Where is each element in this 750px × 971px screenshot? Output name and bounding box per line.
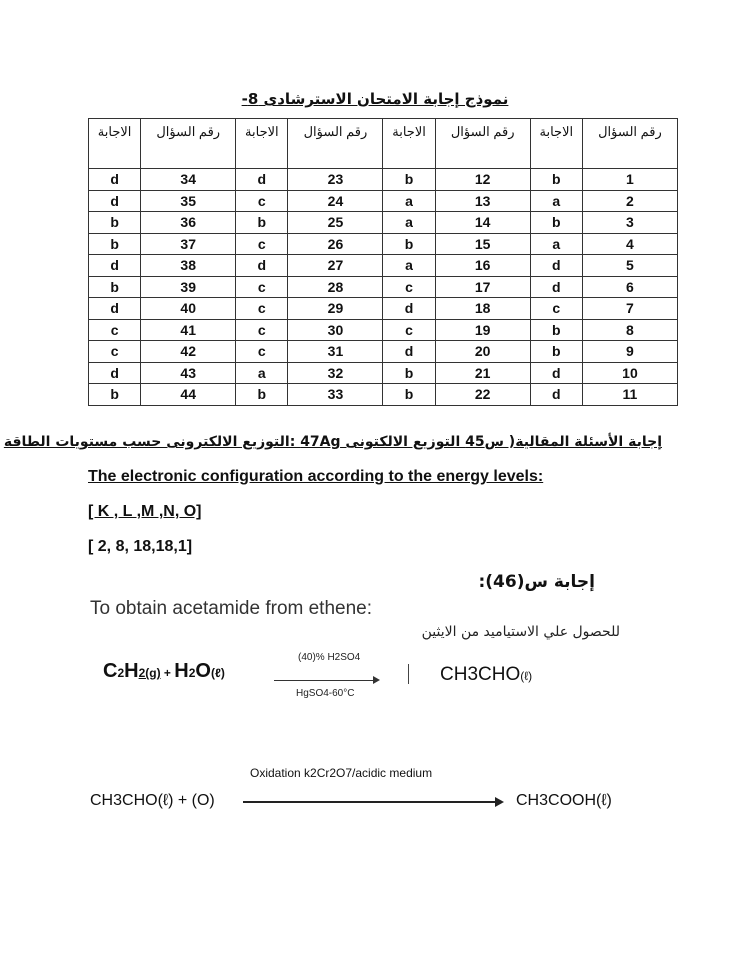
answer-cell: b: [383, 233, 435, 255]
table-row: [89, 255, 678, 277]
answer-cell: d: [530, 276, 582, 298]
question-number-cell: 32: [288, 362, 383, 384]
question-number-cell: 15: [435, 233, 530, 255]
answer-cell: d: [236, 169, 288, 191]
question-number-cell: 14: [435, 212, 530, 234]
answer-cell: b: [530, 169, 582, 191]
question-number-cell: 6: [582, 276, 677, 298]
eq1-condition-top: (40)% H2SO4: [298, 652, 361, 663]
question-number-cell: 17: [435, 276, 530, 298]
question-number-cell: 18: [435, 298, 530, 320]
table-row: [89, 233, 678, 255]
question-number-cell: 8: [582, 319, 677, 341]
answer-cell: b: [383, 362, 435, 384]
question-number-cell: 2: [582, 190, 677, 212]
answer-cell: c: [89, 341, 141, 363]
answer-cell: c: [383, 276, 435, 298]
answer-cell: b: [530, 212, 582, 234]
question-number-cell: 30: [288, 319, 383, 341]
answer-cell: c: [236, 319, 288, 341]
answer-cell: b: [236, 384, 288, 406]
question-number-cell: 27: [288, 255, 383, 277]
question-number-cell: 31: [288, 341, 383, 363]
table-row: [89, 190, 678, 212]
question-number-cell: 25: [288, 212, 383, 234]
answer-cell: d: [89, 169, 141, 191]
answer-cell: d: [530, 255, 582, 277]
answer-cell: b: [89, 212, 141, 234]
question-number-cell: 16: [435, 255, 530, 277]
formula-subscript: (ℓ): [520, 669, 533, 683]
table-header-row: [89, 119, 678, 169]
question-number-cell: 21: [435, 362, 530, 384]
question-number-cell: 22: [435, 384, 530, 406]
answer-cell: b: [89, 276, 141, 298]
electron-counts: [ 2, 8, 18,18,1]: [88, 538, 193, 555]
question-number-cell: 36: [141, 212, 236, 234]
question-number-cell: 41: [141, 319, 236, 341]
answer-cell: d: [236, 255, 288, 277]
answer-cell: b: [530, 319, 582, 341]
config-label: The electronic configuration according to the energy levels:: [88, 468, 544, 485]
question-number-cell: 43: [141, 362, 236, 384]
obtain-arabic: للحصول علي الاستياميد من الايثين: [421, 624, 620, 640]
answer-cell: c: [236, 341, 288, 363]
question-number-cell: 10: [582, 362, 677, 384]
answer-cell: d: [383, 341, 435, 363]
q45-heading: إجابة الأسئلة المقالية( س45 التوزيع الالكتونى 47Ag :التوزيع الالكترونى حسب مستويات الطاقة: [3, 434, 662, 450]
question-number-cell: 12: [435, 169, 530, 191]
question-number-cell: 33: [288, 384, 383, 406]
question-number-cell: 23: [288, 169, 383, 191]
formula-part: O: [195, 660, 211, 682]
column-header: الاجابة: [383, 119, 435, 169]
answer-cell: a: [383, 255, 435, 277]
answer-cell: a: [530, 190, 582, 212]
question-number-cell: 5: [582, 255, 677, 277]
answer-cell: b: [89, 233, 141, 255]
answer-cell: d: [89, 255, 141, 277]
question-number-cell: 3: [582, 212, 677, 234]
eq2-condition: Oxidation k2Cr2O7/acidic medium: [250, 766, 433, 780]
column-header: رقم السؤال: [288, 119, 383, 169]
table-row: [89, 341, 678, 363]
question-number-cell: 34: [141, 169, 236, 191]
equation-1-reactants: [103, 660, 225, 683]
answer-cell: d: [530, 362, 582, 384]
plus-sign: +: [160, 666, 175, 680]
table-row: [89, 169, 678, 191]
answer-cell: b: [530, 341, 582, 363]
answer-cell: c: [236, 233, 288, 255]
question-number-cell: 9: [582, 341, 677, 363]
question-number-cell: 7: [582, 298, 677, 320]
table-body: [89, 169, 678, 406]
answer-cell: d: [89, 298, 141, 320]
column-header: الاجابة: [530, 119, 582, 169]
answer-cell: b: [383, 384, 435, 406]
answer-cell: b: [383, 169, 435, 191]
question-number-cell: 38: [141, 255, 236, 277]
question-number-cell: 13: [435, 190, 530, 212]
formula-part: C: [103, 660, 118, 682]
answer-key-table: [88, 118, 678, 406]
answer-cell: a: [383, 212, 435, 234]
answer-cell: a: [236, 362, 288, 384]
formula-part: H: [124, 660, 139, 682]
answer-cell: a: [530, 233, 582, 255]
column-header: الاجابة: [89, 119, 141, 169]
answer-cell: c: [236, 298, 288, 320]
q46-heading: إجابة س(46):: [478, 572, 595, 592]
column-header: الاجابة: [236, 119, 288, 169]
column-header: رقم السؤال: [141, 119, 236, 169]
answer-cell: c: [236, 276, 288, 298]
table-row: [89, 212, 678, 234]
question-number-cell: 37: [141, 233, 236, 255]
formula-subscript: (ℓ): [210, 666, 225, 680]
energy-levels: [ K , L ,M ,N, O]: [88, 503, 202, 520]
question-number-cell: 20: [435, 341, 530, 363]
table-row: [89, 319, 678, 341]
answer-cell: c: [89, 319, 141, 341]
equation-2-reactants: CH3CHO(ℓ) + (O): [90, 792, 215, 809]
answer-cell: c: [383, 319, 435, 341]
answer-cell: d: [530, 384, 582, 406]
column-header: رقم السؤال: [582, 119, 677, 169]
answer-cell: c: [236, 190, 288, 212]
answer-cell: a: [383, 190, 435, 212]
eq1-condition-bottom: HgSO4-60°C: [296, 688, 355, 699]
table-row: [89, 362, 678, 384]
equation-1-product: [440, 664, 532, 686]
formula-subscript: 2: [117, 666, 125, 680]
formula-part: H: [174, 660, 189, 682]
question-number-cell: 1: [582, 169, 677, 191]
formula-subscript: 2(g): [138, 666, 161, 680]
question-number-cell: 26: [288, 233, 383, 255]
page-title: نموذج إجابة الامتحان الاسترشادى 8-: [241, 90, 509, 108]
question-number-cell: 35: [141, 190, 236, 212]
separator-bar: [408, 664, 409, 684]
obtain-english: To obtain acetamide from ethene:: [90, 598, 373, 619]
question-number-cell: 24: [288, 190, 383, 212]
formula-part: CH3CHO: [440, 664, 521, 685]
question-number-cell: 40: [141, 298, 236, 320]
question-number-cell: 4: [582, 233, 677, 255]
question-number-cell: 19: [435, 319, 530, 341]
question-number-cell: 39: [141, 276, 236, 298]
answer-cell: b: [236, 212, 288, 234]
formula-subscript: 2: [188, 666, 196, 680]
question-number-cell: 44: [141, 384, 236, 406]
answer-cell: d: [383, 298, 435, 320]
question-number-cell: 29: [288, 298, 383, 320]
reaction-arrow-2: [243, 801, 501, 803]
reaction-arrow: [274, 680, 378, 681]
answer-cell: d: [89, 190, 141, 212]
table-row: [89, 276, 678, 298]
question-number-cell: 28: [288, 276, 383, 298]
table-row: [89, 298, 678, 320]
answer-cell: c: [530, 298, 582, 320]
table-row: [89, 384, 678, 406]
answer-cell: b: [89, 384, 141, 406]
answer-cell: d: [89, 362, 141, 384]
equation-2-product: CH3COOH(ℓ): [516, 792, 612, 809]
column-header: رقم السؤال: [435, 119, 530, 169]
question-number-cell: 42: [141, 341, 236, 363]
question-number-cell: 11: [582, 384, 677, 406]
